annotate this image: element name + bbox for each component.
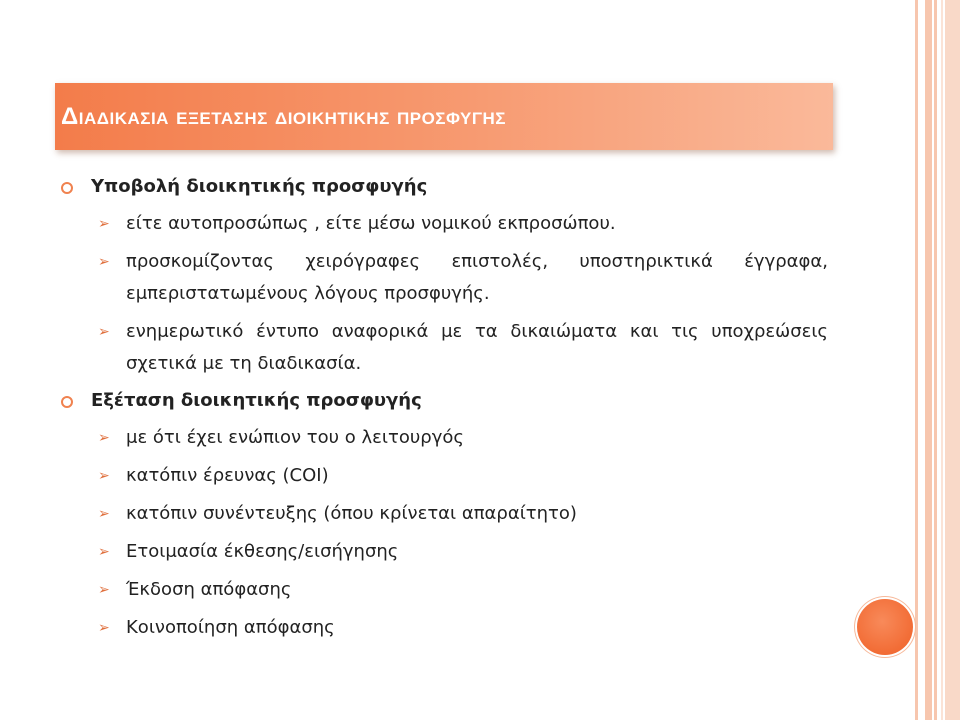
arrow-bullet-icon: ➢	[98, 216, 110, 232]
list-item-text: κατόπιν συνέντευξης (όπου κρίνεται απαραίτητο)	[126, 503, 577, 524]
list-item	[58, 574, 828, 606]
title-bar	[55, 83, 833, 150]
slide-body	[58, 172, 828, 650]
ring-bullet-icon	[61, 182, 73, 194]
list-item-text: είτε αυτοπροσώπως , είτε μέσω νομικού εκπροσώπου.	[126, 213, 616, 234]
decor-stripe	[945, 0, 960, 720]
list-item-text: ενημερωτικό έντυπο αναφορικά με τα δικαιώματα και τις υποχρεώσεις σχετικά με τη διαδικασία.	[126, 321, 828, 374]
ring-bullet-icon	[61, 396, 73, 408]
arrow-bullet-icon: ➢	[98, 430, 110, 446]
arrow-bullet-icon: ➢	[98, 254, 110, 270]
list-item-text: Έκδοση απόφασης	[126, 579, 292, 600]
list-item-text: με ότι έχει ενώπιον του ο λειτουργός	[126, 427, 464, 448]
decor-circle	[857, 599, 913, 655]
list-item	[58, 498, 828, 530]
list-item-text: κατόπιν έρευνας (COI)	[126, 465, 329, 486]
decor-stripe	[941, 0, 943, 720]
list-item	[58, 612, 828, 644]
list-item	[58, 316, 828, 380]
arrow-bullet-icon: ➢	[98, 468, 110, 484]
list-item-text: Κοινοποίηση απόφασης	[126, 617, 335, 638]
decor-stripe	[925, 0, 932, 720]
decor-stripe	[915, 0, 918, 720]
decor-stripe	[934, 0, 937, 720]
section-heading-text: Εξέταση διοικητικής προσφυγής	[91, 390, 422, 411]
section-heading	[58, 386, 828, 416]
list-item	[58, 536, 828, 568]
slide-title: Διαδικασια εξετασης διοικητικης προσφυγης	[61, 102, 507, 130]
list-item	[58, 460, 828, 492]
arrow-bullet-icon: ➢	[98, 506, 110, 522]
arrow-bullet-icon: ➢	[98, 324, 110, 340]
arrow-bullet-icon: ➢	[98, 544, 110, 560]
arrow-bullet-icon: ➢	[98, 582, 110, 598]
list-item	[58, 208, 828, 240]
arrow-bullet-icon: ➢	[98, 620, 110, 636]
list-item	[58, 422, 828, 454]
section-heading-text: Υποβολή διοικητικής προσφυγής	[91, 176, 428, 197]
list-item	[58, 246, 828, 310]
list-item-text: Ετοιμασία έκθεσης/εισήγησης	[126, 541, 399, 562]
section-heading	[58, 172, 828, 202]
list-item-text: προσκομίζοντας χειρόγραφες επιστολές, υποστηρικτικά έγγραφα, εμπεριστατωμένους λόγους προσφυγής.	[126, 251, 828, 304]
